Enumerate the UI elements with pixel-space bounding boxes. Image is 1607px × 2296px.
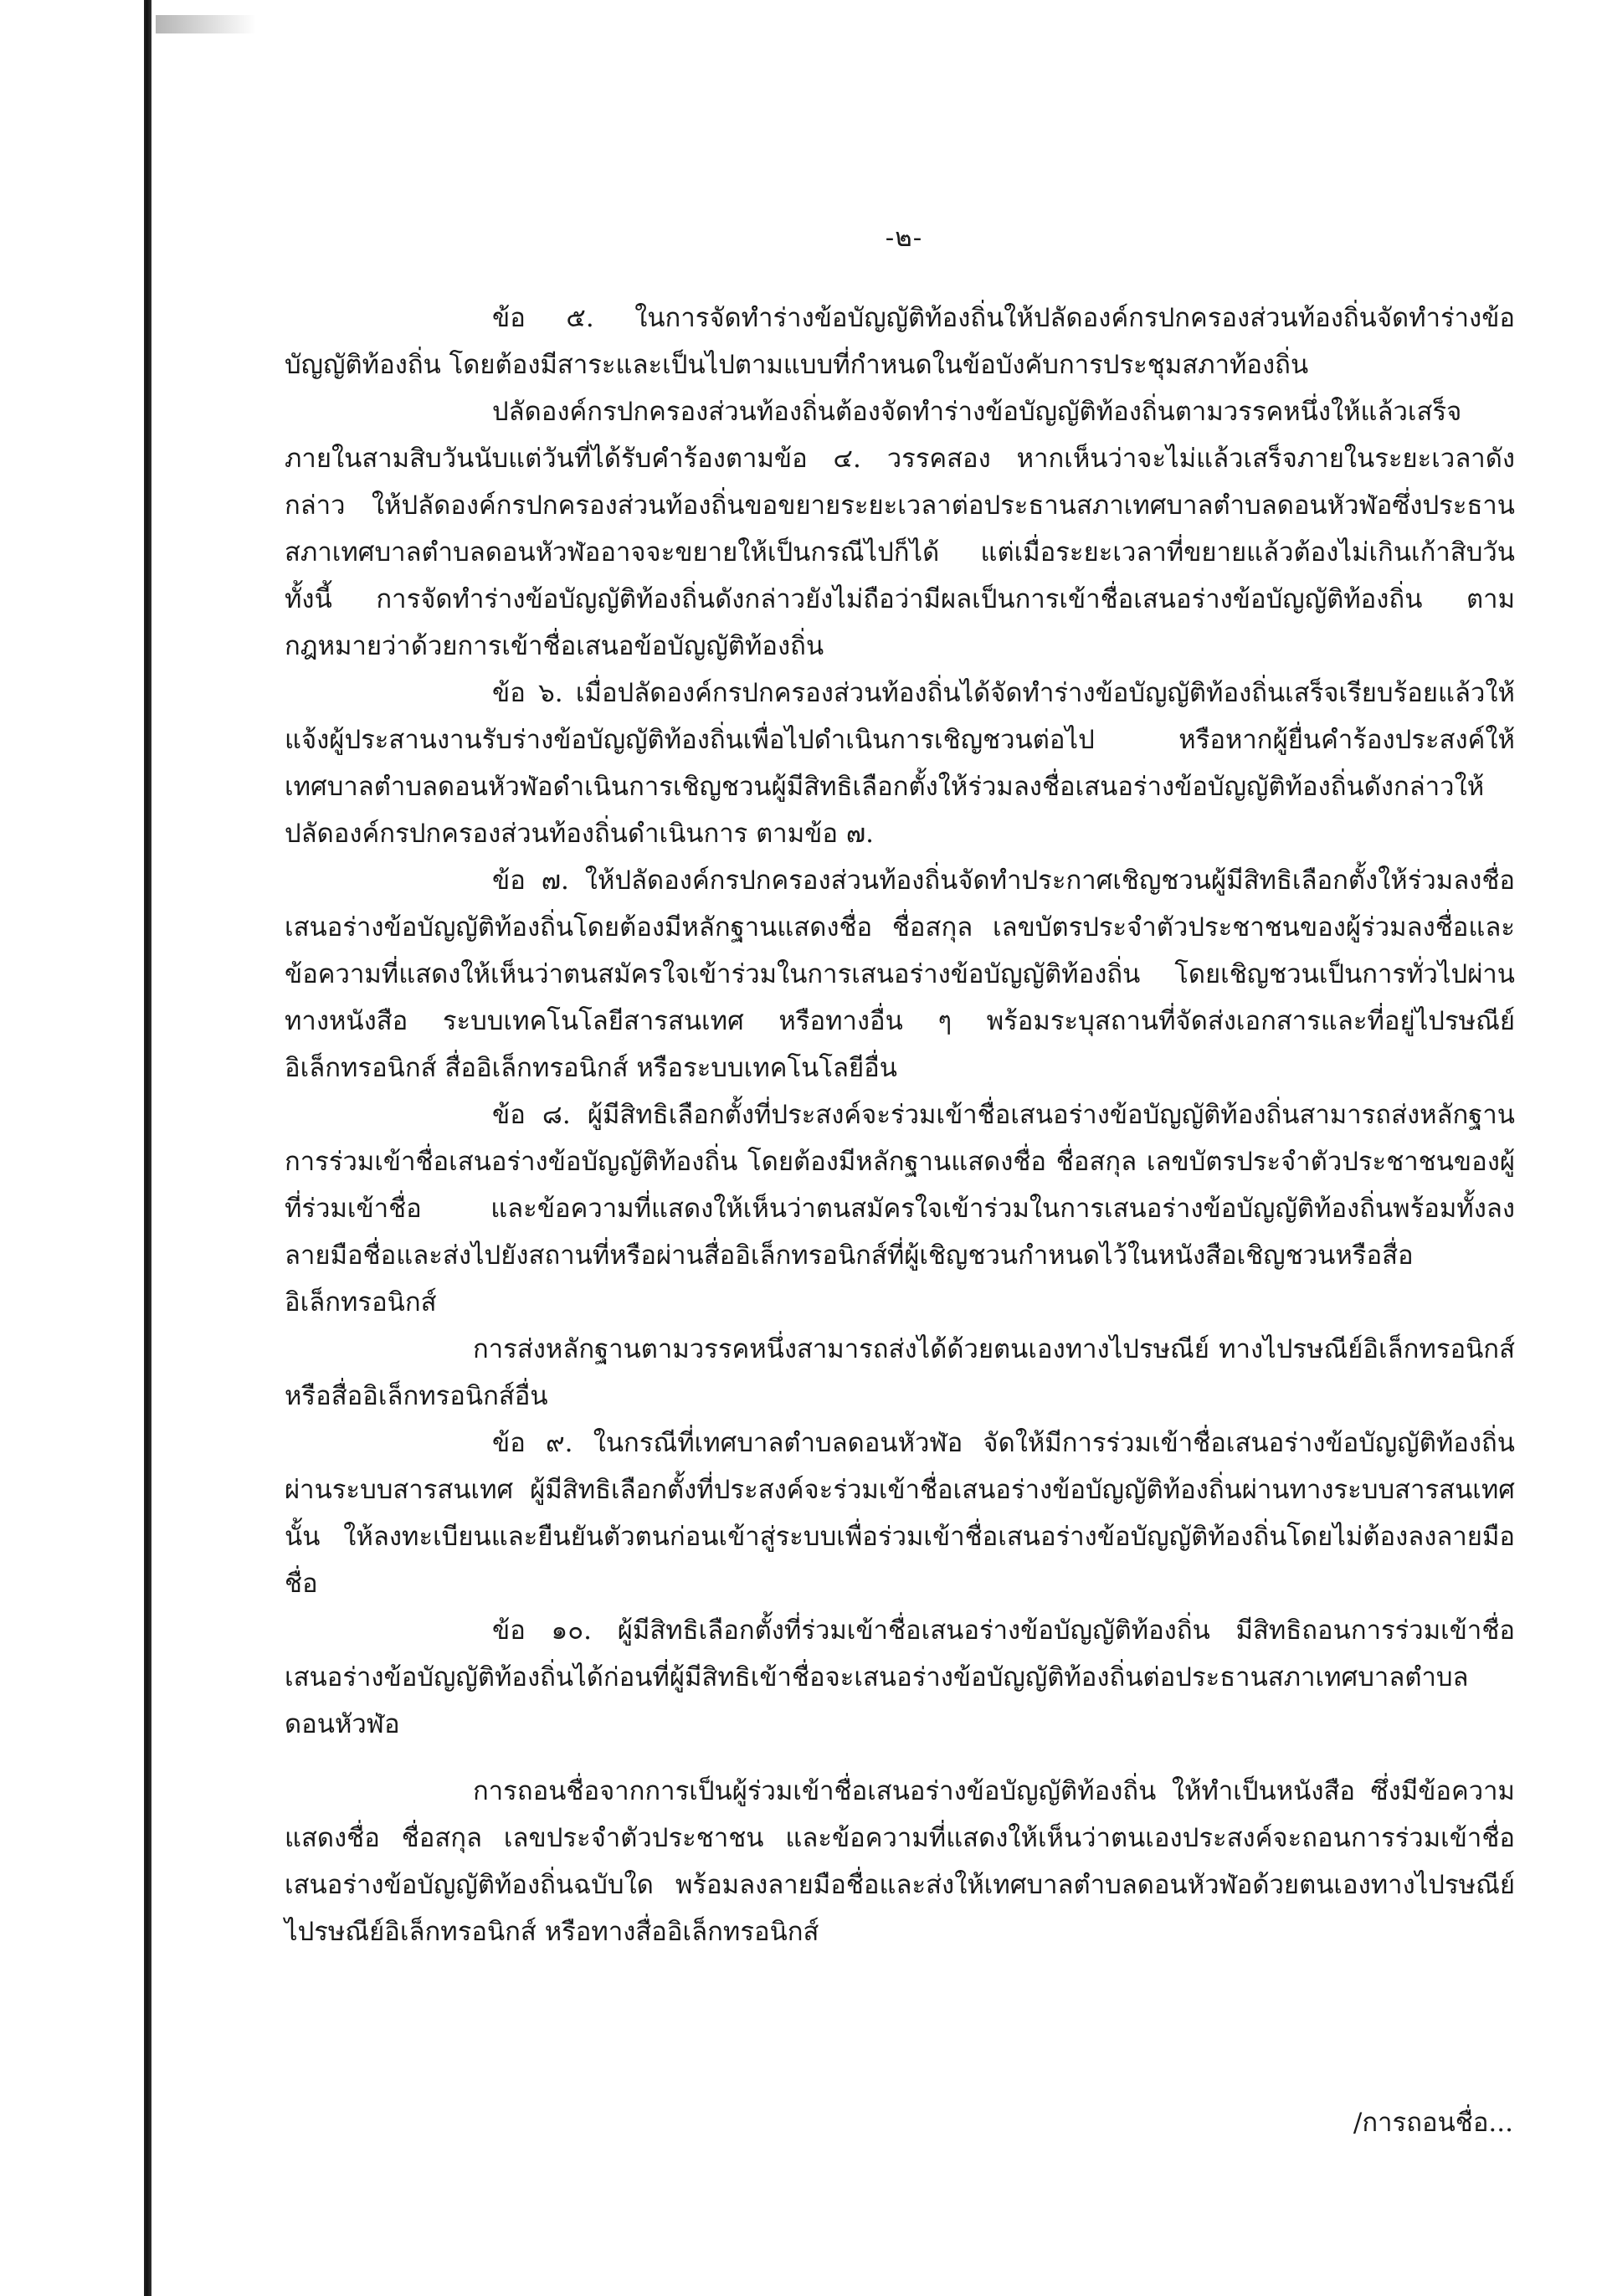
paragraph-clause-10-2: การถอนชื่อจากการเป็นผู้ร่วมเข้าชื่อเสนอร่างข้อบัญญัติท้องถิ่น ให้ทำเป็นหนังสือ ซึ่งมีข้อความแสดงชื่อ ชื่อสกุล เลขประจำตัวประชาชน และข้อความที่แสดงให้เห็นว่าตนเองประสงค์จะถอนการร่วมเข้าชื่อเสนอร่างข้อบัญญัติท้องถิ่นฉบับใด พร้อมลงลายมือชื่อและส่งให้เทศบาลตำบลดอนหัวฬ่อด้วยตนเองทางไปรษณีย์ ไปรษณีย์อิเล็กทรอนิกส์ หรือทางสื่ออิเล็กทรอนิกส์ [285, 1776, 1515, 1947]
paragraph-clause-9: ข้อ ๙. ในกรณีที่เทศบาลตำบลดอนหัวฬ่อ จัดให้มีการร่วมเข้าชื่อเสนอร่างข้อบัญญัติท้องถิ่นผ่านระบบสารสนเทศ ผู้มีสิทธิเลือกตั้งที่ประสงค์จะร่วมเข้าชื่อเสนอร่างข้อบัญญัติท้องถิ่นผ่านทางระบบสารสนเทศนั้น ให้ลงทะเบียนและยืนยันตัวตนก่อนเข้าสู่ระบบเพื่อร่วมเข้าชื่อเสนอร่างข้อบัญญัติท้องถิ่นโดยไม่ต้องลงลายมือชื่อ [285, 1428, 1515, 1599]
paragraph-clause-10: ข้อ ๑๐. ผู้มีสิทธิเลือกตั้งที่ร่วมเข้าชื่อเสนอร่างข้อบัญญัติท้องถิ่น มีสิทธิถอนการร่วมเข้าชื่อเสนอร่างข้อบัญญัติท้องถิ่นได้ก่อนที่ผู้มีสิทธิเข้าชื่อจะเสนอร่างข้อบัญญัติท้องถิ่นต่อประธานสภาเทศบาลตำบลดอนหัวฬ่อ [285, 1615, 1515, 1739]
paragraph-clause-6: ข้อ ๖. เมื่อปลัดองค์กรปกครองส่วนท้องถิ่นได้จัดทำร่างข้อบัญญัติท้องถิ่นเสร็จเรียบร้อยแล้วให้แจ้งผู้ประสานงานรับร่างข้อบัญญัติท้องถิ่นเพื่อไปดำเนินการเชิญชวนต่อไป หรือหากผู้ยื่นคำร้องประสงค์ให้เทศบาลตำบลดอนหัวฬ่อดำเนินการเชิญชวนผู้มีสิทธิเลือกตั้งให้ร่วมลงชื่อเสนอร่างข้อบัญญัติท้องถิ่นดังกล่าวให้ปลัดองค์กรปกครองส่วนท้องถิ่นดำเนินการ ตามข้อ ๗. [285, 678, 1515, 849]
continuation-marker: /การถอนชื่อ... [1353, 2108, 1513, 2138]
paragraph-clause-5-2: ปลัดองค์กรปกครองส่วนท้องถิ่นต้องจัดทำร่างข้อบัญญัติท้องถิ่นตามวรรคหนึ่งให้แล้วเสร็จภายในสามสิบวันนับแต่วันที่ได้รับคำร้องตามข้อ ๔. วรรคสอง หากเห็นว่าจะไม่แล้วเสร็จภายในระยะเวลาดังกล่าว ให้ปลัดองค์กรปกครองส่วนท้องถิ่นขอขยายระยะเวลาต่อประธานสภาเทศบาลตำบลดอนหัวฬ่อซึ่งประธานสภาเทศบาลตำบลดอนหัวฬ่ออาจจะขยายให้เป็นกรณีไปก็ได้ แต่เมื่อระยะเวลาที่ขยายแล้วต้องไม่เกินเก้าสิบวัน ทั้งนี้ การจัดทำร่างข้อบัญญัติท้องถิ่นดังกล่าวยังไม่ถือว่ามีผลเป็นการเข้าชื่อเสนอร่างข้อบัญญัติท้องถิ่น ตามกฎหมายว่าด้วยการเข้าชื่อเสนอข้อบัญญัติท้องถิ่น [285, 397, 1515, 661]
paragraph-clause-5: ข้อ ๕. ในการจัดทำร่างข้อบัญญัติท้องถิ่นให้ปลัดองค์กรปกครองส่วนท้องถิ่นจัดทำร่างข้อบัญญัติท้องถิ่น โดยต้องมีสาระและเป็นไปตามแบบที่กำหนดในข้อบังคับการประชุมสภาท้องถิ่น [285, 303, 1515, 380]
scan-smudge [156, 15, 256, 33]
binding-edge-line [144, 0, 151, 2296]
paragraph-clause-7: ข้อ ๗. ให้ปลัดองค์กรปกครองส่วนท้องถิ่นจัดทำประกาศเชิญชวนผู้มีสิทธิเลือกตั้งให้ร่วมลงชื่อเสนอร่างข้อบัญญัติท้องถิ่นโดยต้องมีหลักฐานแสดงชื่อ ชื่อสกุล เลขบัตรประจำตัวประชาชนของผู้ร่วมลงชื่อและข้อความที่แสดงให้เห็นว่าตนสมัครใจเข้าร่วมในการเสนอร่างข้อบัญญัติท้องถิ่น โดยเชิญชวนเป็นการทั่วไปผ่านทางหนังสือ ระบบเทคโนโลยีสารสนเทศ หรือทางอื่น ๆ พร้อมระบุสถานที่จัดส่งเอกสารและที่อยู่ไปรษณีย์อิเล็กทรอนิกส์ สื่ออิเล็กทรอนิกส์ หรือระบบเทคโนโลยีอื่น [285, 865, 1515, 1083]
page-number: -๒- [885, 223, 923, 253]
paragraph-clause-8-2: การส่งหลักฐานตามวรรคหนึ่งสามารถส่งได้ด้วยตนเองทางไปรษณีย์ ทางไปรษณีย์อิเล็กทรอนิกส์ หรือสื่ออิเล็กทรอนิกส์อื่น [285, 1334, 1515, 1411]
paragraph-clause-8: ข้อ ๘. ผู้มีสิทธิเลือกตั้งที่ประสงค์จะร่วมเข้าชื่อเสนอร่างข้อบัญญัติท้องถิ่นสามารถส่งหลักฐานการร่วมเข้าชื่อเสนอร่างข้อบัญญัติท้องถิ่น โดยต้องมีหลักฐานแสดงชื่อ ชื่อสกุล เลขบัตรประจำตัวประชาชนของผู้ที่ร่วมเข้าชื่อ และข้อความที่แสดงให้เห็นว่าตนสมัครใจเข้าร่วมในการเสนอร่างข้อบัญญัติท้องถิ่นพร้อมทั้งลงลายมือชื่อและส่งไปยังสถานที่หรือผ่านสื่ออิเล็กทรอนิกส์ที่ผู้เชิญชวนกำหนดไว้ในหนังสือเชิญชวนหรือสื่ออิเล็กทรอนิกส์ [285, 1100, 1515, 1318]
document-body [285, 295, 1515, 1955]
